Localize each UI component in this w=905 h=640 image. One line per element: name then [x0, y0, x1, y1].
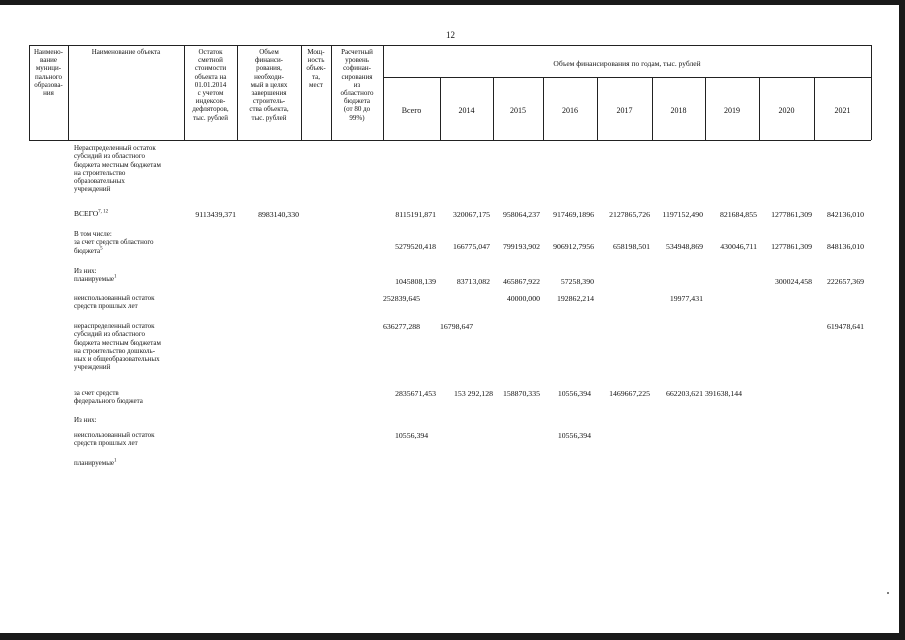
cell-2020: 1277861,309: [771, 210, 812, 219]
cell-2018: 662203,621: [665, 389, 703, 398]
year-header-2017: 2017: [616, 106, 633, 115]
row-label-unallocated-education: Нераспределенный остаток субсидий из областного бюджета местным бюджетам на строительство образовательных учреждений: [74, 144, 161, 194]
cell-total: 252839,645: [383, 294, 421, 303]
header-funding-needed: Объем финанси- рования, необходи- мый в целях завершения строитель- ства объекта, тыс. рублей: [249, 48, 289, 122]
cell-2015: 465867,922: [502, 277, 540, 286]
cell-2016: 192862,214: [556, 294, 594, 303]
header-object: Наименование объекта: [91, 48, 161, 56]
scan-speck: [887, 592, 889, 594]
cell-2014: 320067,175: [452, 210, 490, 219]
cell-2019: 430046,711: [720, 242, 757, 251]
cell-2020: 1277861,309: [771, 242, 812, 251]
cell-2017: 1469667,225: [609, 389, 650, 398]
row-label-of-them: Из них:: [74, 416, 97, 424]
cell-total: 10556,394: [395, 431, 429, 440]
page-number: 12: [446, 30, 455, 40]
cell-total: 5279520,418: [395, 242, 436, 251]
year-header-total: Всего: [401, 106, 422, 115]
cell-remaining: 9113439,371: [195, 210, 236, 219]
right-border: [899, 0, 905, 640]
years-split-line: [383, 77, 871, 78]
cell-2014: 83713,082: [456, 277, 490, 286]
cell-2019: 821684,855: [719, 210, 757, 219]
year-header-2016: 2016: [562, 106, 578, 115]
cell-total: 2835671,453: [395, 389, 436, 398]
row-label-total: ВСЕГО$^{7, 12}$: [74, 209, 109, 218]
bottom-border: [0, 633, 905, 640]
cell-2021: 842136,010: [826, 210, 864, 219]
year-header-2014: 2014: [458, 106, 475, 115]
cell-needed: 8983140,330: [258, 210, 299, 219]
cell-total: 636277,288: [383, 322, 421, 331]
cell-2017: 658198,501: [612, 242, 650, 251]
year-header-2018: 2018: [670, 106, 687, 115]
header-cofinancing: Расчетный уровень софинан- сирования из областного бюджета (от 80 до 99%): [340, 48, 374, 122]
cell-total: 1045808,139: [395, 277, 436, 286]
year-header-2015: 2015: [510, 106, 526, 115]
cell-2020: 300024,458: [774, 277, 812, 286]
cell-total: 8115191,871: [395, 210, 436, 219]
cell-2017: 2127865,726: [609, 210, 650, 219]
cell-2015: 158870,335: [502, 389, 540, 398]
year-header-2020: 2020: [778, 106, 795, 115]
cell-2016: 57258,390: [560, 277, 594, 286]
cell-2015: 958064,237: [502, 210, 540, 219]
cell-2021: 222657,369: [826, 277, 864, 286]
cell-2018: 19977,431: [669, 294, 703, 303]
cell-2014: 153 292,128: [454, 389, 493, 398]
row-label-regional-budget: В том числе: за счет средств областного бюджета$^5$: [74, 230, 154, 255]
cell-2019: 391638,144: [705, 389, 743, 398]
year-header-2021: 2021: [834, 106, 851, 115]
cell-2015: 799193,902: [502, 242, 540, 251]
cell-2016: 906912,7956: [553, 242, 594, 251]
header-funding-by-years: Объем финансирования по годам, тыс. рублей: [553, 59, 701, 68]
cell-2018: 1197152,490: [662, 210, 703, 219]
header-remaining-cost: Остаток сметной стоимости объекта на 01.01.2014 с учетом индексов- дефляторов, тыс. рублей: [192, 48, 229, 122]
cell-2021: 848136,010: [826, 242, 864, 251]
header-top-line: [29, 45, 871, 46]
header-capacity: Мощ- ность объек- та, мест: [306, 48, 326, 89]
cell-2016: 10556,394: [557, 389, 591, 398]
row-label-planned: планируемые$^1$: [74, 458, 117, 467]
cell-2015: 40000,000: [506, 294, 540, 303]
row-label-unallocated-preschool: нераспределенный остаток субсидий из областного бюджета местным бюджетам на строительство дошколь- ных и общеобразовательных учреждений: [74, 322, 161, 372]
top-border: [0, 0, 905, 5]
year-header-2019: 2019: [724, 106, 740, 115]
cell-2018: 534948,869: [665, 242, 703, 251]
cell-2014: 16798,647: [440, 322, 474, 331]
header-bottom-line: [29, 140, 871, 141]
header-municipality: Наимено- вание муници- пального образова- ния: [33, 48, 64, 98]
row-label-federal-budget: за счет средств федерального бюджета: [74, 389, 143, 406]
row-label-unused-balance: неиспользованный остаток средств прошлых лет: [74, 431, 155, 448]
cell-2016: 917469,1896: [553, 210, 594, 219]
cell-2016: 10556,394: [557, 431, 591, 440]
row-label-unused-balance: неиспользованный остаток средств прошлых лет: [74, 294, 155, 311]
cell-2021: 619478,641: [826, 322, 864, 331]
cell-2014: 166775,047: [452, 242, 490, 251]
row-label-planned: Из них: планируемые$^1$: [74, 267, 117, 284]
